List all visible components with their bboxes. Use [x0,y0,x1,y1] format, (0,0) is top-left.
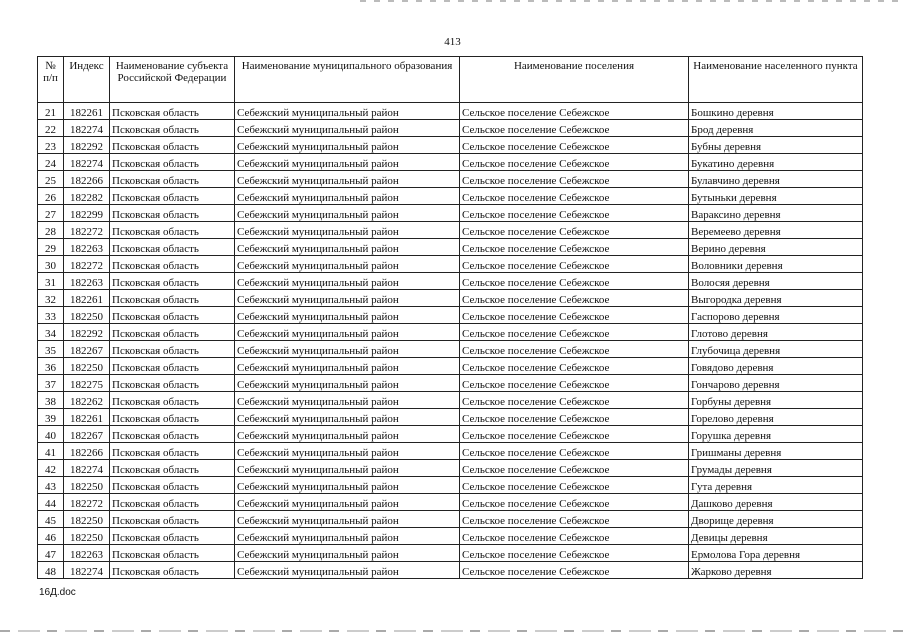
municipality-name: Себежский муниципальный район [235,477,460,494]
row-number: 36 [38,358,64,375]
settlement-name: Сельское поселение Себежское [460,324,689,341]
locality-name: Гришманы деревня [689,443,863,460]
postal-index: 182267 [64,341,110,358]
municipality-name: Себежский муниципальный район [235,426,460,443]
table-row [38,511,863,528]
locality-name: Гута деревня [689,477,863,494]
row-number: 26 [38,188,64,205]
col-settlement-header: Наименование поселения [460,57,689,103]
municipality-name: Себежский муниципальный район [235,137,460,154]
locality-name: Бутыньки деревня [689,188,863,205]
row-number: 39 [38,409,64,426]
row-number: 25 [38,171,64,188]
postal-index: 182263 [64,545,110,562]
table-row [38,205,863,222]
municipality-name: Себежский муниципальный район [235,120,460,137]
municipality-name: Себежский муниципальный район [235,256,460,273]
col-index-header: Индекс [64,57,110,103]
locality-name: Девицы деревня [689,528,863,545]
col-number-header: № п/п [38,57,64,103]
table-row [38,562,863,579]
locality-name: Грумады деревня [689,460,863,477]
region-name: Псковская область [110,273,235,290]
postal-index: 182261 [64,103,110,120]
region-name: Псковская область [110,426,235,443]
region-name: Псковская область [110,545,235,562]
table-row [38,528,863,545]
postal-index: 182272 [64,256,110,273]
region-name: Псковская область [110,171,235,188]
locality-name: Глубочица деревня [689,341,863,358]
settlements-table [37,56,863,579]
locality-name: Жарково деревня [689,562,863,579]
postal-index: 182250 [64,511,110,528]
table-row [38,409,863,426]
table-row [38,545,863,562]
locality-name: Булавчино деревня [689,171,863,188]
table-row [38,460,863,477]
row-number: 28 [38,222,64,239]
table-row [38,222,863,239]
postal-index: 182272 [64,494,110,511]
municipality-name: Себежский муниципальный район [235,290,460,307]
region-name: Псковская область [110,205,235,222]
settlement-name: Сельское поселение Себежское [460,375,689,392]
settlement-name: Сельское поселение Себежское [460,545,689,562]
settlement-name: Сельское поселение Себежское [460,256,689,273]
region-name: Псковская область [110,477,235,494]
postal-index: 182266 [64,171,110,188]
row-number: 45 [38,511,64,528]
table-row [38,324,863,341]
locality-name: Бубны деревня [689,137,863,154]
table-row [38,358,863,375]
municipality-name: Себежский муниципальный район [235,392,460,409]
postal-index: 182272 [64,222,110,239]
table-row [38,137,863,154]
settlement-name: Сельское поселение Себежское [460,290,689,307]
locality-name: Глотово деревня [689,324,863,341]
region-name: Псковская область [110,290,235,307]
region-name: Псковская область [110,103,235,120]
row-number: 24 [38,154,64,171]
region-name: Псковская область [110,239,235,256]
row-number: 46 [38,528,64,545]
row-number: 30 [38,256,64,273]
row-number: 33 [38,307,64,324]
postal-index: 182274 [64,154,110,171]
region-name: Псковская область [110,188,235,205]
settlement-name: Сельское поселение Себежское [460,307,689,324]
table-row [38,171,863,188]
row-number: 37 [38,375,64,392]
table-body [38,103,863,579]
municipality-name: Себежский муниципальный район [235,307,460,324]
locality-name: Горбуны деревня [689,392,863,409]
table-row [38,273,863,290]
postal-index: 182250 [64,528,110,545]
row-number: 47 [38,545,64,562]
settlement-name: Сельское поселение Себежское [460,154,689,171]
municipality-name: Себежский муниципальный район [235,545,460,562]
region-name: Псковская область [110,256,235,273]
row-number: 35 [38,341,64,358]
locality-name: Веремеево деревня [689,222,863,239]
municipality-name: Себежский муниципальный район [235,324,460,341]
municipality-name: Себежский муниципальный район [235,205,460,222]
settlement-name: Сельское поселение Себежское [460,205,689,222]
municipality-name: Себежский муниципальный район [235,494,460,511]
table-row [38,375,863,392]
settlement-name: Сельское поселение Себежское [460,477,689,494]
settlement-name: Сельское поселение Себежское [460,222,689,239]
row-number: 41 [38,443,64,460]
settlement-name: Сельское поселение Себежское [460,120,689,137]
settlement-name: Сельское поселение Себежское [460,426,689,443]
locality-name: Верино деревня [689,239,863,256]
region-name: Псковская область [110,307,235,324]
locality-name: Горелово деревня [689,409,863,426]
table-row [38,120,863,137]
postal-index: 182261 [64,409,110,426]
locality-name: Гаспорово деревня [689,307,863,324]
postal-index: 182292 [64,137,110,154]
region-name: Псковская область [110,137,235,154]
settlement-name: Сельское поселение Себежское [460,103,689,120]
row-number: 40 [38,426,64,443]
postal-index: 182266 [64,443,110,460]
row-number: 22 [38,120,64,137]
locality-name: Дворище деревня [689,511,863,528]
municipality-name: Себежский муниципальный район [235,409,460,426]
locality-name: Брод деревня [689,120,863,137]
region-name: Псковская область [110,460,235,477]
table-row [38,290,863,307]
table-row [38,239,863,256]
table-row [38,154,863,171]
region-name: Псковская область [110,494,235,511]
region-name: Псковская область [110,562,235,579]
settlement-name: Сельское поселение Себежское [460,528,689,545]
settlement-name: Сельское поселение Себежское [460,341,689,358]
row-number: 21 [38,103,64,120]
postal-index: 182261 [64,290,110,307]
region-name: Псковская область [110,443,235,460]
page-number: 413 [444,36,461,48]
scan-edge-bottom [0,630,905,632]
row-number: 32 [38,290,64,307]
table-row [38,256,863,273]
table-row [38,341,863,358]
municipality-name: Себежский муниципальный район [235,103,460,120]
row-number: 23 [38,137,64,154]
municipality-name: Себежский муниципальный район [235,154,460,171]
municipality-name: Себежский муниципальный район [235,443,460,460]
municipality-name: Себежский муниципальный район [235,460,460,477]
region-name: Псковская область [110,324,235,341]
settlement-name: Сельское поселение Себежское [460,409,689,426]
region-name: Псковская область [110,358,235,375]
table-row [38,494,863,511]
region-name: Псковская область [110,341,235,358]
postal-index: 182274 [64,562,110,579]
region-name: Псковская область [110,392,235,409]
locality-name: Ермолова Гора деревня [689,545,863,562]
settlement-name: Сельское поселение Себежское [460,562,689,579]
municipality-name: Себежский муниципальный район [235,358,460,375]
locality-name: Дашково деревня [689,494,863,511]
locality-name: Волосяя деревня [689,273,863,290]
region-name: Псковская область [110,375,235,392]
settlement-name: Сельское поселение Себежское [460,137,689,154]
municipality-name: Себежский муниципальный район [235,341,460,358]
scan-edge-top [360,0,905,2]
settlement-name: Сельское поселение Себежское [460,273,689,290]
postal-index: 182292 [64,324,110,341]
locality-name: Гончарово деревня [689,375,863,392]
settlement-name: Сельское поселение Себежское [460,460,689,477]
row-number: 48 [38,562,64,579]
postal-index: 182267 [64,426,110,443]
locality-name: Воловники деревня [689,256,863,273]
row-number: 43 [38,477,64,494]
settlement-name: Сельское поселение Себежское [460,511,689,528]
locality-name: Выгородка деревня [689,290,863,307]
header-row [38,57,863,103]
row-number: 44 [38,494,64,511]
postal-index: 182250 [64,307,110,324]
region-name: Псковская область [110,154,235,171]
postal-index: 182262 [64,392,110,409]
table-header [38,57,863,103]
file-name-footer: 16Д.doc [39,587,76,598]
row-number: 34 [38,324,64,341]
settlement-name: Сельское поселение Себежское [460,239,689,256]
municipality-name: Себежский муниципальный район [235,188,460,205]
locality-name: Горушка деревня [689,426,863,443]
settlement-name: Сельское поселение Себежское [460,188,689,205]
table-row [38,426,863,443]
municipality-name: Себежский муниципальный район [235,273,460,290]
locality-name: Букатино деревня [689,154,863,171]
row-number: 38 [38,392,64,409]
settlement-name: Сельское поселение Себежское [460,358,689,375]
locality-name: Бошкино деревня [689,103,863,120]
region-name: Псковская область [110,222,235,239]
settlement-name: Сельское поселение Себежское [460,171,689,188]
table-row [38,443,863,460]
row-number: 27 [38,205,64,222]
postal-index: 182282 [64,188,110,205]
postal-index: 182263 [64,273,110,290]
municipality-name: Себежский муниципальный район [235,375,460,392]
col-municipality-header: Наименование муниципального образования [235,57,460,103]
postal-index: 182263 [64,239,110,256]
locality-name: Говядово деревня [689,358,863,375]
postal-index: 182274 [64,460,110,477]
region-name: Псковская область [110,528,235,545]
row-number: 42 [38,460,64,477]
postal-index: 182299 [64,205,110,222]
postal-index: 182250 [64,358,110,375]
settlement-name: Сельское поселение Себежское [460,392,689,409]
municipality-name: Себежский муниципальный район [235,171,460,188]
postal-index: 182275 [64,375,110,392]
table-row [38,103,863,120]
municipality-name: Себежский муниципальный район [235,239,460,256]
postal-index: 182274 [64,120,110,137]
locality-name: Вараксино деревня [689,205,863,222]
settlement-name: Сельское поселение Себежское [460,443,689,460]
municipality-name: Себежский муниципальный район [235,511,460,528]
settlement-name: Сельское поселение Себежское [460,494,689,511]
municipality-name: Себежский муниципальный район [235,528,460,545]
col-region-header: Наименование субъекта Российской Федерации [110,57,235,103]
municipality-name: Себежский муниципальный район [235,562,460,579]
region-name: Псковская область [110,409,235,426]
table-row [38,307,863,324]
row-number: 31 [38,273,64,290]
postal-index: 182250 [64,477,110,494]
table-row [38,188,863,205]
region-name: Псковская область [110,511,235,528]
table-row [38,392,863,409]
region-name: Псковская область [110,120,235,137]
table-row [38,477,863,494]
col-locality-header: Наименование населенного пункта [689,57,863,103]
municipality-name: Себежский муниципальный район [235,222,460,239]
row-number: 29 [38,239,64,256]
